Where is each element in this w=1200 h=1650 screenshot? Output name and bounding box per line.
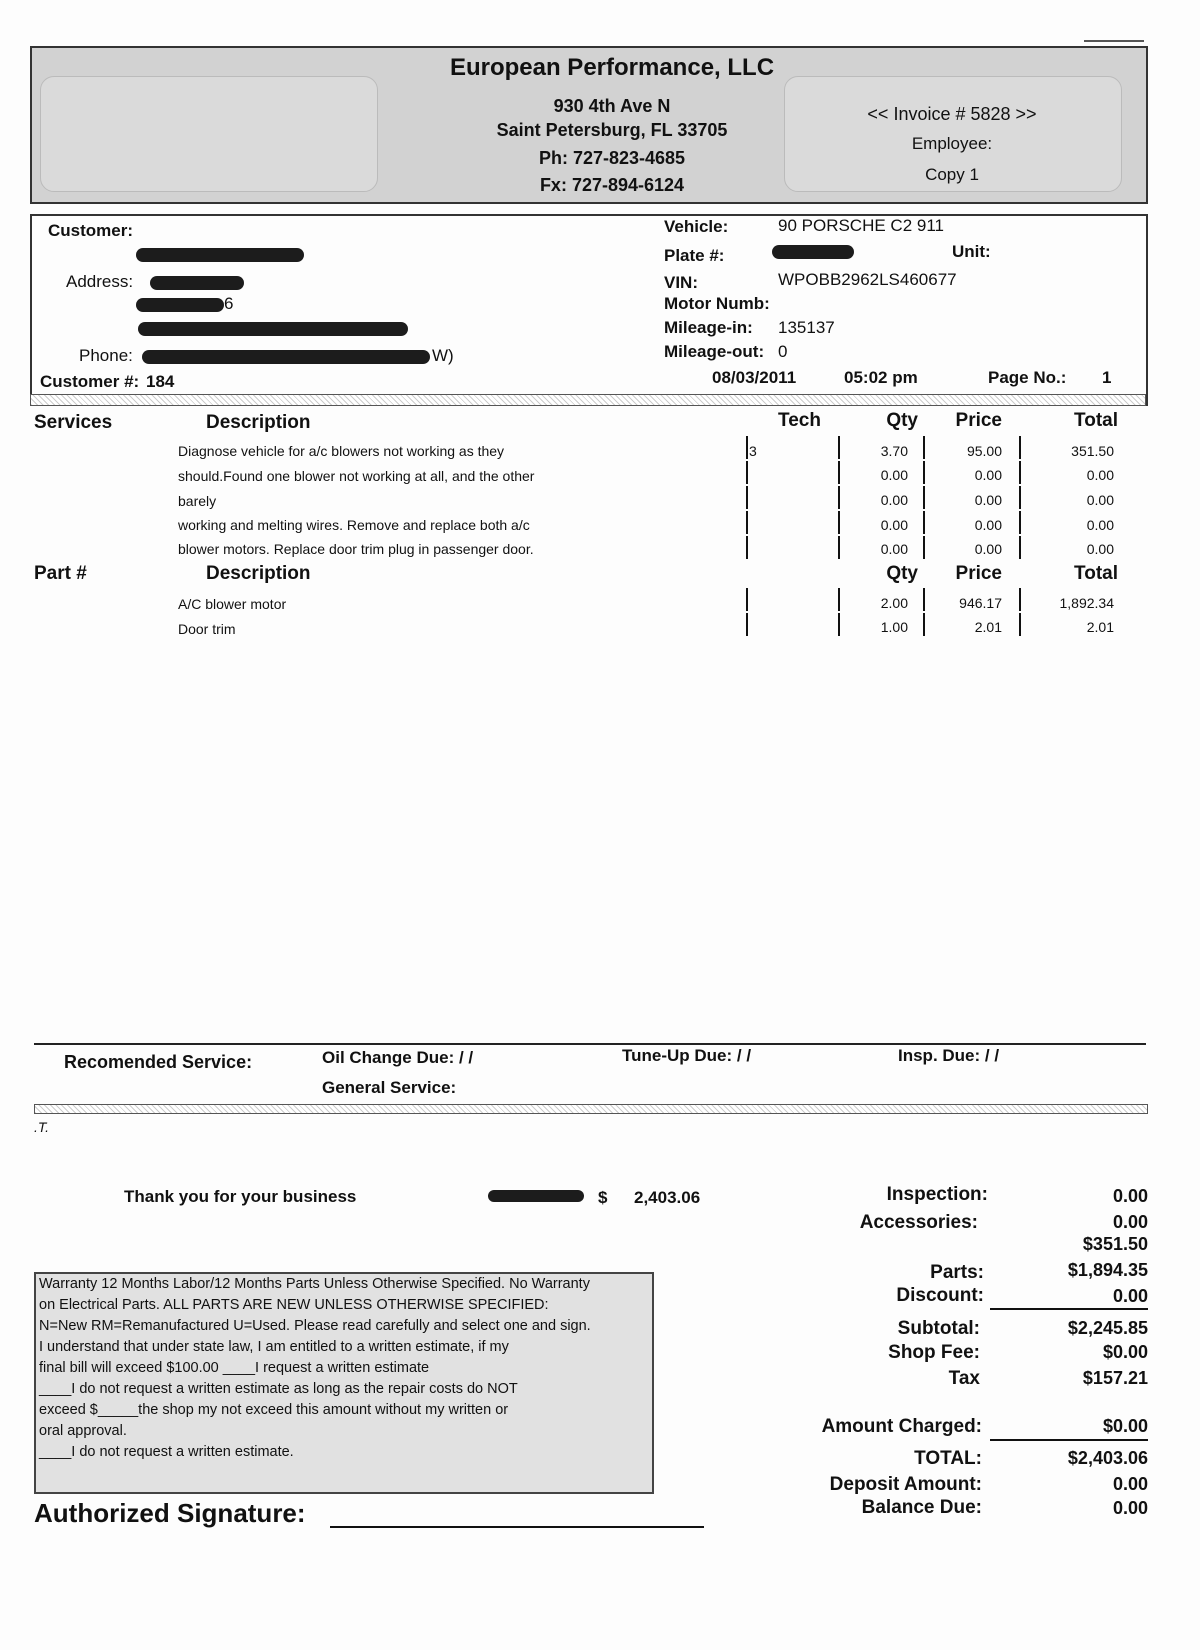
parts-price-header: Price [955,563,1002,584]
column-separator [746,536,748,559]
parts-total-label: Parts: [930,1262,984,1283]
paid-amount: 2,403.06 [634,1188,701,1207]
part-row-price: 946.17 [959,595,1002,611]
subtotal-label: Subtotal: [897,1318,980,1339]
services-total-header: Total [1074,410,1118,431]
invoice-header [30,46,1148,204]
service-row-total: 0.00 [1086,541,1114,557]
subtotal-value: $2,245.85 [1067,1318,1148,1338]
column-separator [838,588,840,611]
unit-label: Unit: [952,242,991,261]
balance-due-value: 0.00 [1112,1498,1148,1518]
mileage-in-value: 135137 [778,318,835,337]
mileage-out-label: Mileage-out: [664,342,765,361]
part-row-description: Door trim [178,621,236,637]
service-row-qty: 0.00 [880,492,908,508]
redacted-phone [142,350,430,364]
parts-label: Part # [34,563,87,584]
amount-charged-value: $0.00 [1102,1416,1148,1436]
part-row-total: 1,892.34 [1059,595,1114,611]
redacted-address-line-1 [150,276,244,290]
company-address-2: Saint Petersburg, FL 33705 [496,120,728,140]
service-row-total: 0.00 [1086,467,1114,483]
services-qty-header: Qty [886,410,918,431]
phone-label: Phone: [79,346,133,365]
total-value: $2,403.06 [1067,1448,1148,1468]
column-separator [746,588,748,611]
column-separator [838,536,840,559]
redacted-address-line-2 [136,298,224,312]
authorized-signature-label: Authorized Signature: [34,1498,306,1528]
vin-value: WPOBB2962LS460677 [778,270,957,289]
warranty-line: I understand that under state law, I am entitled to a written estimate, if my [39,1339,509,1355]
column-separator [923,536,925,559]
service-row-total: 0.00 [1086,492,1114,508]
part-row-description: A/C blower motor [178,596,287,612]
customer-number: 184 [146,372,175,391]
warranty-box [34,1272,654,1494]
tax-label: Tax [948,1368,980,1389]
service-row-total: 0.00 [1086,517,1114,533]
balance-due-label: Balance Due: [861,1497,982,1518]
phone-suffix: W) [432,346,454,365]
services-tech-header: Tech [778,410,821,431]
column-separator [1019,436,1021,459]
company-name: European Performance, LLC [449,54,775,81]
signature-line[interactable] [330,1526,704,1528]
column-separator [1019,486,1021,509]
total-label: TOTAL: [914,1448,982,1469]
company-address-1: 930 4th Ave N [553,96,671,116]
column-separator [746,613,748,636]
thank-you-message: Thank you for your business [124,1187,357,1206]
parts-qty-header: Qty [886,563,918,584]
tax-value: $157.21 [1082,1368,1148,1388]
part-row-qty: 1.00 [880,619,908,635]
column-separator [1019,588,1021,611]
parts-total-value: $1,894.35 [1067,1260,1148,1280]
column-separator [923,588,925,611]
address-label: Address: [66,272,134,291]
services-label: Services [34,412,113,433]
subtotal-rule [990,1308,1148,1310]
deposit-value: 0.00 [1112,1474,1148,1494]
column-separator [923,511,925,534]
company-fax: Fx: 727-894-6124 [539,175,685,195]
warranty-line: Warranty 12 Months Labor/12 Months Parts Unless Otherwise Specified. No Warranty [39,1276,590,1292]
general-service: General Service: [322,1078,457,1097]
parts-description-header: Description [206,563,311,584]
column-separator [838,436,840,459]
oil-change-due: Oil Change Due: / / [322,1048,474,1067]
service-row-description: should.Found one blower not working at all, and the other [178,468,535,484]
service-row-qty: 0.00 [880,467,908,483]
total-rule [990,1439,1148,1441]
employee-label: Employee: [911,134,993,153]
corner-mark [1084,40,1144,42]
labor-value: $351.50 [1082,1234,1148,1254]
redacted-customer-name [136,248,304,262]
service-row-price: 0.00 [974,517,1002,533]
vehicle-value: 90 PORSCHE C2 911 [778,216,944,235]
column-separator [923,436,925,459]
inspection-label: Inspection: [886,1184,988,1205]
service-row-description: Diagnose vehicle for a/c blowers not working as they [178,443,505,459]
service-row-price: 0.00 [974,492,1002,508]
services-price-header: Price [955,410,1002,431]
redacted-plate [772,245,854,259]
column-separator [923,486,925,509]
company-phone: Ph: 727-823-4685 [538,148,686,168]
copy-label: Copy 1 [925,165,979,184]
service-row-total: 351.50 [1071,443,1114,459]
inspection-due: Insp. Due: / / [898,1046,1000,1065]
recommended-service-label: Recomended Service: [64,1052,253,1072]
service-row-qty: 0.00 [880,517,908,533]
page-number-label: Page No.: [988,368,1067,387]
warranty-line: ____I do not request a written estimate as long as the repair costs do NOT [39,1381,518,1397]
discount-label: Discount: [896,1285,984,1306]
services-description-header: Description [206,412,311,433]
invoice-date: 08/03/2011 [712,368,797,387]
parts-total-header: Total [1074,563,1118,584]
invoice-time: 05:02 pm [844,368,918,387]
vehicle-label: Vehicle: [664,217,729,236]
deposit-label: Deposit Amount: [829,1474,982,1495]
customer-label: Customer: [48,221,134,240]
column-separator [923,613,925,636]
warranty-line: N=New RM=Remanufactured U=Used. Please read carefully and select one and sign. [39,1318,591,1334]
warranty-line: oral approval. [39,1423,127,1439]
column-separator [746,461,748,484]
vin-label: VIN: [664,273,698,292]
column-separator [838,613,840,636]
tune-up-due: Tune-Up Due: / / [622,1046,752,1065]
shop-fee-value: $0.00 [1102,1342,1148,1362]
invoice-number: << Invoice # 5828 >> [867,104,1037,124]
service-row-price: 0.00 [974,467,1002,483]
hatch-divider [30,394,1146,406]
part-row-qty: 2.00 [880,595,908,611]
warranty-line: ____I do not request a written estimate. [39,1444,294,1460]
redacted-payment-method [488,1190,584,1202]
column-separator [1019,613,1021,636]
hatch-divider [34,1104,1148,1114]
plate-label: Plate #: [664,246,725,265]
column-separator [838,511,840,534]
mileage-out-value: 0 [778,342,788,361]
header-logo-area [40,76,378,192]
part-row-price: 2.01 [974,619,1002,635]
column-separator [1019,461,1021,484]
column-separator [746,511,748,534]
inspection-value: 0.00 [1112,1186,1148,1206]
warranty-line: on Electrical Parts. ALL PARTS ARE NEW UNLESS OTHERWISE SPECIFIED: [39,1297,549,1313]
warranty-line: exceed $_____the shop my not exceed this amount without my written or [39,1402,509,1418]
column-separator [923,461,925,484]
column-separator [1019,511,1021,534]
service-row-qty: 3.70 [880,443,908,459]
shop-fee-label: Shop Fee: [888,1342,980,1363]
redacted-address-line-3 [138,322,408,336]
mileage-in-label: Mileage-in: [664,318,753,337]
accessories-label: Accessories: [859,1212,978,1233]
discount-value: 0.00 [1112,1286,1148,1306]
service-row-description: barely [178,493,217,509]
column-separator [1019,536,1021,559]
column-separator [838,461,840,484]
column-separator [838,486,840,509]
page-number-value: 1 [1102,368,1112,387]
part-row-total: 2.01 [1086,619,1114,635]
column-separator [746,486,748,509]
amount-charged-label: Amount Charged: [821,1416,982,1437]
recommended-divider [34,1043,1146,1045]
dot-t-mark: .T. [34,1119,50,1135]
service-row-description: blower motors. Replace door trim plug in passenger door. [178,541,534,557]
customer-number-label: Customer #: [40,372,140,391]
service-row-qty: 0.00 [880,541,908,557]
service-row-price: 95.00 [966,443,1002,459]
accessories-value: 0.00 [1112,1212,1148,1232]
motor-number-label: Motor Numb: [664,294,770,313]
address-fragment: 6 [224,294,234,313]
service-row-price: 0.00 [974,541,1002,557]
warranty-line: final bill will exceed $100.00 ____I request a written estimate [39,1360,430,1376]
column-separator [746,436,748,459]
service-row-description: working and melting wires. Remove and replace both a/c [178,517,530,533]
currency-symbol: $ [598,1188,608,1207]
service-row-tech: 3 [749,443,757,459]
